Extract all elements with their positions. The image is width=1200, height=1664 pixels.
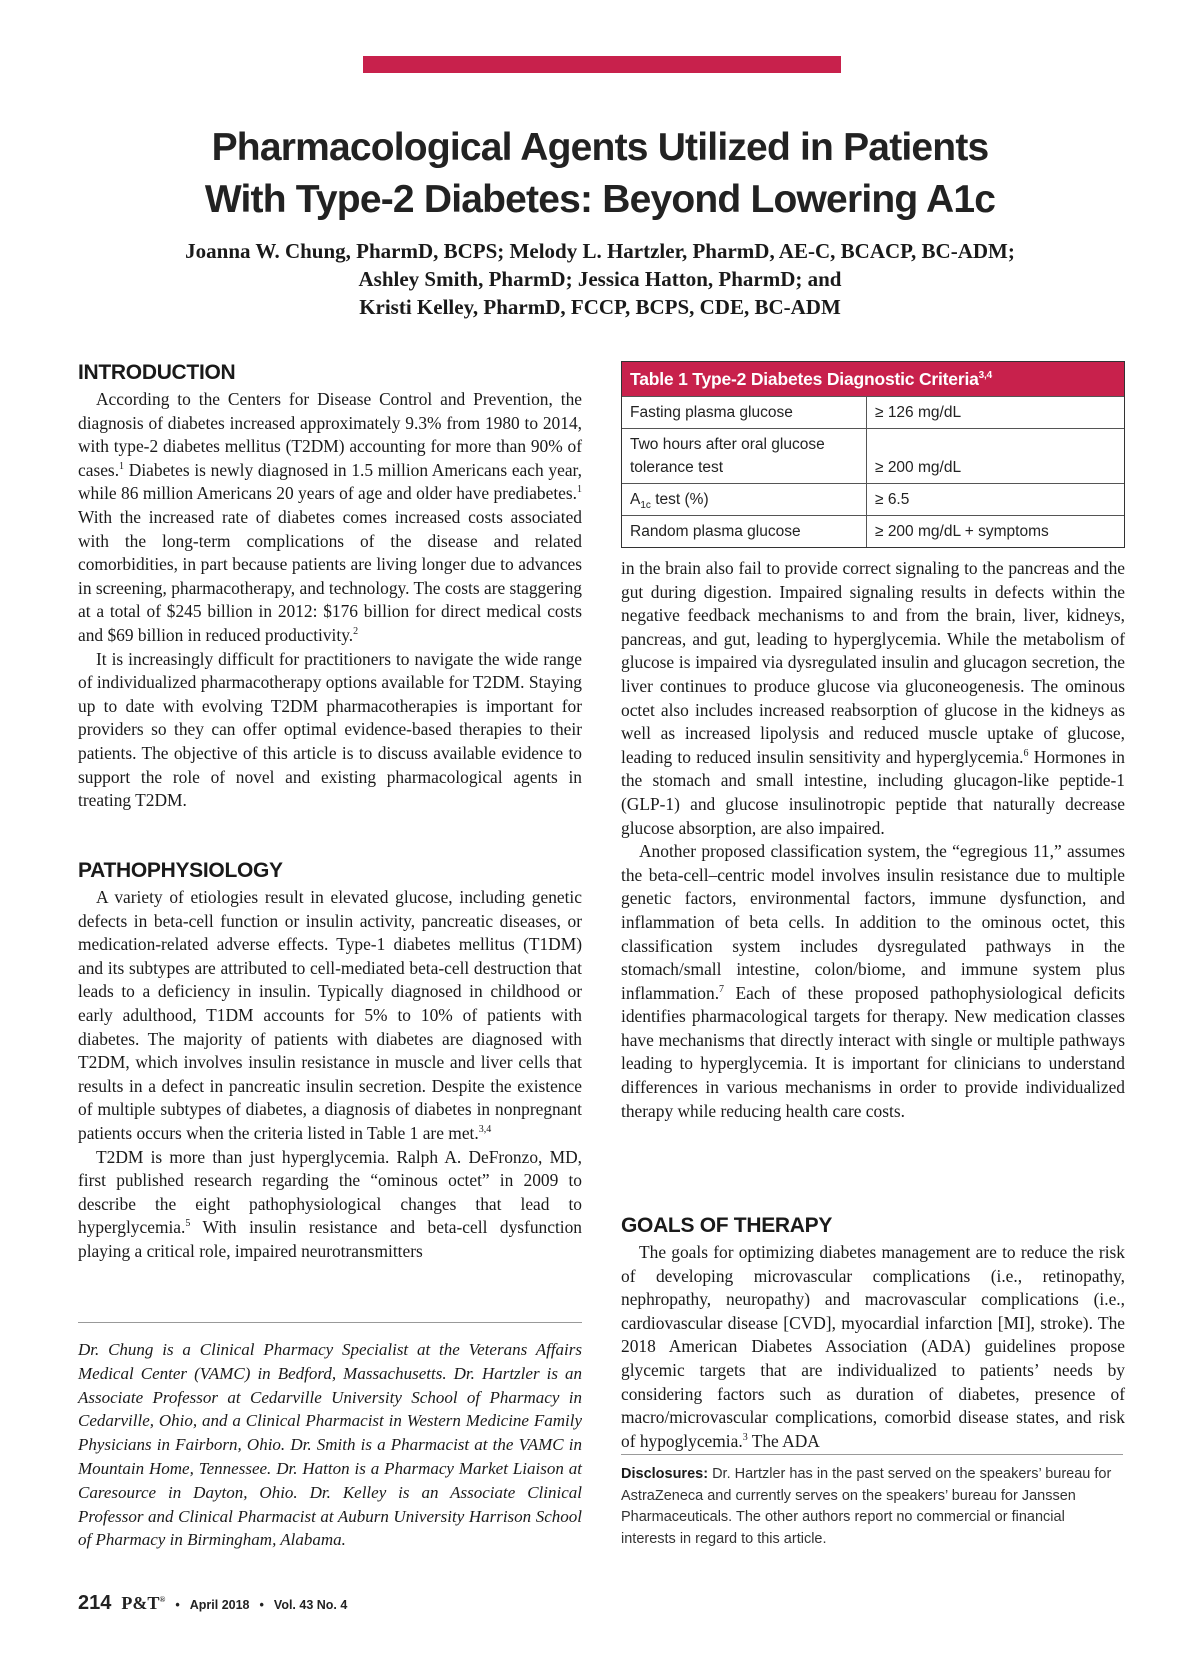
- table-row: [622, 483, 1124, 515]
- table-row: [622, 396, 1124, 428]
- table-cell-value: ≥ 6.5: [875, 491, 910, 508]
- bio-divider: [78, 1322, 582, 1323]
- page-footer: [78, 1592, 347, 1615]
- patho-paragraph-1: A variety of etiologies result in elevated glucose, including genetic defects in beta-cell function or insulin activity, pancreatic diseases, or medication-related adverse effects. Type-1 diabetes mellitus (T1DM) and its subtypes are attributed to cell-mediated beta-cell destruction that leads to a deficiency in insulin. Typically diagnosed in childhood or early adulthood, T1DM accounts for 5% to 10% of patients with diabetes. The majority of patients with diabetes are diagnosed with T2DM, which involves insulin resistance in muscle and liver cells that results in a defect in pancreatic insulin secretion. Despite the existence of multiple subtypes of diabetes, a diagnosis of diabetes in nonpregnant patients occurs when the criteria listed in Table 1 are met.$^{3,4}$: [78, 887, 582, 1143]
- disclosures: [621, 1464, 1123, 1550]
- patho-paragraph-2: T2DM is more than just hyperglycemia. Ralph A. DeFronzo, MD, first published research regarding the “ominous octet” in 2009 to describe the eight pathophysiological changes that lead to hyperglycemia.$^5$ With insulin resistance and beta-cell dysfunction playing a critical role, impaired neurotransmitters: [78, 1146, 582, 1261]
- pathophysiology-body: [78, 886, 582, 1264]
- patho-paragraph-4: Another proposed classification system, the “egregious 11,” assumes the beta-cell–centric model involves insulin resistance due to multiple genetic factors, environmental factors, immune dysfunction, and inflammation of beta cells. In addition to the ominous octet, this classification system includes dysregulated pathways in the stomach/small intestine, colon/biome, and immune system plus inflammation.$^7$ Each of these proposed pathophysiological deficits identifies pharmacological targets for therapy. New medication classes have mechanisms that directly interact with single or multiple pathways leading to hyperglycemia. It is important for clinicians to understand differences in various mechanisms in order to provide individualized therapy while reducing health care costs.: [621, 841, 1125, 1121]
- table-cell-value: ≥ 126 mg/dL: [875, 404, 962, 421]
- title-line-1: Pharmacological Agents Utilized in Patients: [211, 126, 989, 169]
- table-1: [621, 361, 1125, 548]
- table-caption: Table 1 Type-2 Diabetes Diagnostic Criteria$^{3,4}$: [622, 362, 1124, 396]
- goals-paragraph-1: The goals for optimizing diabetes management are to reduce the risk of developing microvascular complications (i.e., retinopathy, nephropathy, neuropathy) and macrovascular complications (i.e., cardiovascular disease [CVD], myocardial infarction [MI], stroke). The 2018 American Diabetes Association (ADA) guidelines propose glycemic targets that are individualized to patients’ needs by considering factors such as duration of diabetes, presence of macro/microvascular complications, comorbid disease states, and risk of hypoglycemia.$^3$ The ADA: [621, 1242, 1125, 1451]
- goals-heading: GOALS OF THERAPY: [621, 1214, 833, 1237]
- footer-separator: •: [259, 1598, 264, 1612]
- volume-info: Vol. 43 No. 4: [273, 1598, 348, 1612]
- intro-paragraph-1: According to the Centers for Disease Control and Prevention, the diagnosis of diabetes increased approximately 9.3% from 1980 to 2014, with type-2 diabetes mellitus (T2DM) accounting for more than 90% of cases.$^1$ Diabetes is newly diagnosed in 1.5 million Americans each year, while 86 million Americans 20 years of age and older have prediabetes.$^1$ With the increased rate of diabetes comes increased costs associated with the long-term complications of the disease and related comorbidities, in part because patients are living longer due to advances in screening, pharmacotherapy, and technology. The costs are staggering at a total of $245 billion in 2012: $176 billion for direct medical costs and $69 billion in reduced productivity.$^2$: [78, 389, 582, 645]
- author-list: [0, 237, 1200, 321]
- intro-paragraph-2: It is increasingly difficult for practitioners to navigate the wide range of individualized pharmacotherapy options available for T2DM. Staying up to date with evolving T2DM pharmacotherapies is important for providers so they can offer optimal evidence-based therapies to their patients. The objective of this article is to discuss available evidence to support the role of novel and existing pharmacological agents in treating T2DM.: [78, 648, 582, 811]
- page-number: 214: [78, 1592, 112, 1614]
- table-cell-criterion: Two hours after oral glucose tolerance test: [622, 429, 867, 483]
- table-row: [622, 428, 1124, 483]
- table-cell-value: ≥ 200 mg/dL: [875, 459, 962, 476]
- disclosure-divider: [621, 1454, 1123, 1455]
- goals-body: [621, 1241, 1125, 1453]
- table-cell-criterion: $A_{1c}$ test (%): [622, 484, 867, 515]
- journal-name: P&T®: [121, 1593, 166, 1613]
- author-affiliations: Dr. Chung is a Clinical Pharmacy Specialist at the Veterans Affairs Medical Center (VAMC) in Bedford, Massachusetts. Dr. Hartzler is an Associate Professor at Cedarville University School of Pharmacy in Cedarville, Ohio, and a Clinical Pharmacist in Western Medicine Family Physicians in Fairborn, Ohio. Dr. Smith is a Pharmacist at the VAMC in Mountain Home, Tennessee. Dr. Hatton is a Pharmacy Market Liaison at Caresource in Dayton, Ohio. Dr. Kelley is an Associate Clinical Professor and Clinical Pharmacist at Auburn University Harrison School of Pharmacy in Birmingham, Alabama.: [78, 1340, 582, 1550]
- footer-separator: •: [175, 1598, 180, 1612]
- disclosures-text: Dr. Hartzler has in the past served on the speakers’ bureau for AstraZeneca and currently serves on the speakers’ bureau for Janssen Pharmaceuticals. The other authors report no commercial or financial interests in regard to this article.: [621, 1466, 1112, 1547]
- table-cell-value: ≥ 200 mg/dL + symptoms: [875, 523, 1049, 540]
- disclosures-label: Disclosures:: [621, 1466, 709, 1482]
- introduction-body: [78, 388, 582, 813]
- title-line-2: With Type-2 Diabetes: Beyond Lowering A1c: [204, 178, 996, 221]
- authors-line-3: Kristi Kelley, PharmD, FCCP, BCPS, CDE, BC-ADM: [359, 295, 841, 319]
- issue-date: April 2018: [189, 1598, 250, 1612]
- authors-line-1: Joanna W. Chung, PharmD, BCPS; Melody L. Hartzler, PharmD, AE-C, BCACP, BC-ADM;: [185, 239, 1015, 263]
- patho-paragraph-3: in the brain also fail to provide correct signaling to the pancreas and the gut during digestion. Impaired signaling results in defects within the negative feedback mechanisms to and from the brain, liver, kidneys, pancreas, and gut, leading to hyperglycemia. While the metabolism of glucose is impaired via dysregulated insulin and glucagon secretion, the liver continues to produce glucose via gluconeogenesis. The ominous octet also includes increased reabsorption of glucose in the kidneys as well as increased lipolysis and reduced muscle uptake of glucose, leading to reduced insulin sensitivity and hyperglycemia.$^6$ Hormones in the stomach and small intestine, including glucagon-like peptide-1 (GLP-1) and glucose insulinotropic peptide that naturally decrease glucose absorption, are also impaired.: [621, 558, 1125, 838]
- table-cell-criterion: Random plasma glucose: [622, 516, 867, 547]
- table-cell-criterion: Fasting plasma glucose: [622, 397, 867, 428]
- introduction-heading: INTRODUCTION: [78, 361, 236, 384]
- table-row: [622, 515, 1124, 547]
- pathophysiology-continued: [621, 557, 1125, 1123]
- pathophysiology-heading: PATHOPHYSIOLOGY: [78, 859, 283, 882]
- accent-bar: [363, 56, 841, 73]
- article-title: [0, 122, 1200, 226]
- authors-line-2: Ashley Smith, PharmD; Jessica Hatton, PharmD; and: [358, 267, 842, 291]
